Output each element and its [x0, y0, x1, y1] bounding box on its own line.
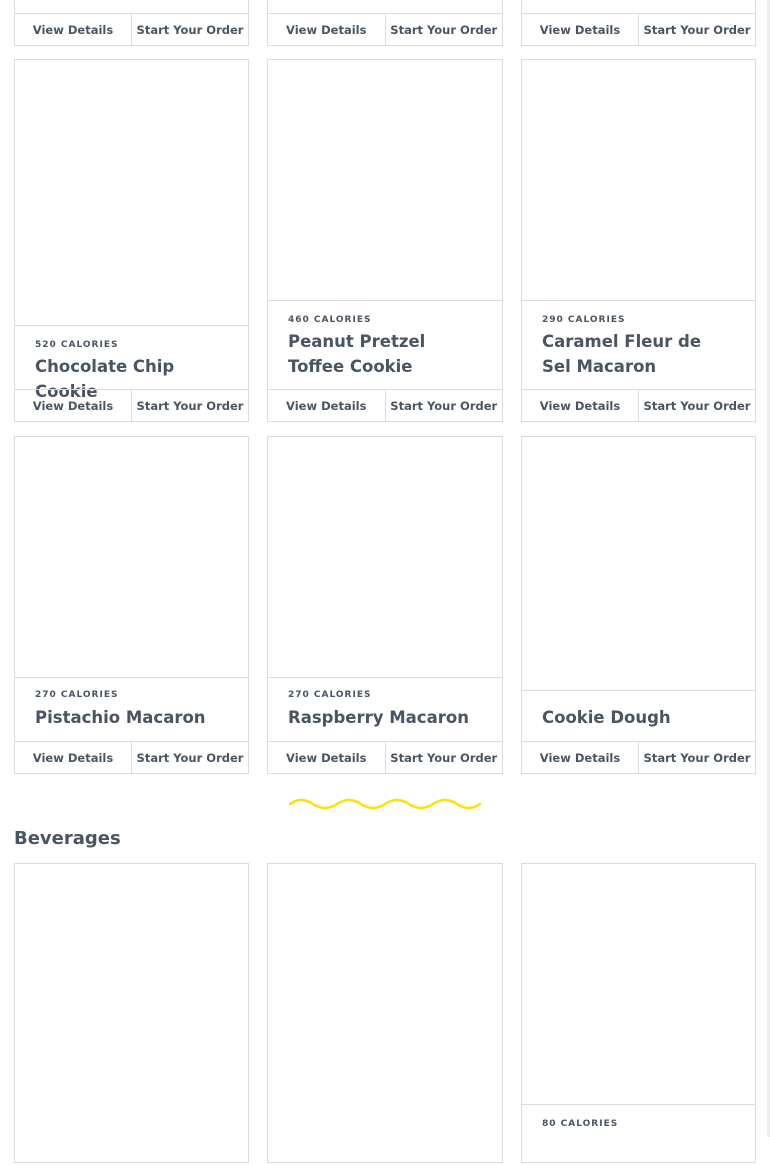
card-actions: [15, 741, 248, 773]
view-details-button[interactable]: View Details: [286, 22, 367, 37]
card-actions: [15, 389, 248, 421]
product-image[interactable]: [15, 60, 248, 325]
calorie-count: 460 CALORIES: [288, 315, 372, 325]
product-image[interactable]: [15, 437, 248, 677]
product-name[interactable]: Raspberry Macaron: [288, 708, 469, 727]
product-image[interactable]: [268, 864, 502, 1164]
calorie-count: 80 CALORIES: [542, 1119, 619, 1129]
view-details-button[interactable]: View Details: [539, 22, 621, 37]
product-image[interactable]: [15, 864, 248, 1164]
product-card: [14, 0, 249, 46]
card-actions: [522, 13, 755, 45]
calorie-count: 270 CALORIES: [35, 690, 119, 700]
product-card-cookie-dough: [521, 436, 756, 774]
start-order-button[interactable]: Start Your Order: [638, 14, 755, 45]
product-name[interactable]: Cookie Dough: [542, 708, 671, 727]
view-details-button[interactable]: View Details: [286, 750, 367, 765]
product-info: [268, 677, 502, 743]
product-card: [521, 0, 756, 46]
product-card-pistachio-macaron: [14, 436, 249, 774]
calorie-count: 270 CALORIES: [288, 690, 372, 700]
product-info: [268, 300, 502, 391]
view-details-button[interactable]: View Details: [32, 22, 114, 37]
product-image[interactable]: [522, 60, 755, 300]
card-actions: [522, 389, 755, 421]
start-order-button[interactable]: Start Your Order: [131, 742, 248, 773]
start-order-button[interactable]: Start Your Order: [131, 390, 248, 421]
card-actions: [15, 13, 248, 45]
start-order-button[interactable]: Start Your Order: [638, 390, 755, 421]
product-card-beverage: [521, 863, 756, 1163]
start-order-button[interactable]: Start Your Order: [385, 742, 503, 773]
product-info: [522, 1104, 755, 1165]
product-info: [522, 300, 755, 391]
product-card-beverage: [14, 863, 249, 1163]
product-info: [15, 677, 248, 743]
start-order-button[interactable]: Start Your Order: [385, 14, 503, 45]
card-actions: [268, 389, 502, 421]
view-details-button[interactable]: View Details: [32, 398, 114, 413]
product-info: [522, 690, 755, 743]
product-card: [267, 0, 503, 46]
calorie-count: 290 CALORIES: [542, 315, 626, 325]
product-card-chocolate-chip-cookie: [14, 59, 249, 422]
section-title-beverages: Beverages: [14, 828, 121, 849]
product-image[interactable]: [522, 864, 755, 1104]
product-card-raspberry-macaron: [267, 436, 503, 774]
squiggle-divider: [289, 796, 481, 812]
product-card-beverage: [267, 863, 503, 1163]
product-image[interactable]: [268, 437, 502, 677]
start-order-button[interactable]: Start Your Order: [131, 14, 248, 45]
card-actions: [268, 741, 502, 773]
card-actions: [522, 741, 755, 773]
view-details-button[interactable]: View Details: [32, 750, 114, 765]
start-order-button[interactable]: Start Your Order: [385, 390, 503, 421]
view-details-button[interactable]: View Details: [539, 398, 621, 413]
product-image[interactable]: [268, 60, 502, 300]
product-name[interactable]: Caramel Fleur de Sel Macaron: [542, 332, 702, 376]
product-name[interactable]: Chocolate Chip Cookie: [35, 357, 175, 401]
product-info: [15, 325, 248, 401]
product-name[interactable]: Pistachio Macaron: [35, 708, 206, 727]
product-card-peanut-pretzel-toffee-cookie: [267, 59, 503, 422]
view-details-button[interactable]: View Details: [539, 750, 621, 765]
view-details-button[interactable]: View Details: [286, 398, 367, 413]
product-image[interactable]: [522, 437, 755, 690]
product-name[interactable]: Peanut Pretzel Toffee Cookie: [288, 332, 426, 376]
start-order-button[interactable]: Start Your Order: [638, 742, 755, 773]
card-actions: [268, 13, 502, 45]
product-card-caramel-fleur-de-sel-macaron: [521, 59, 756, 422]
calorie-count: 520 CALORIES: [35, 340, 119, 350]
